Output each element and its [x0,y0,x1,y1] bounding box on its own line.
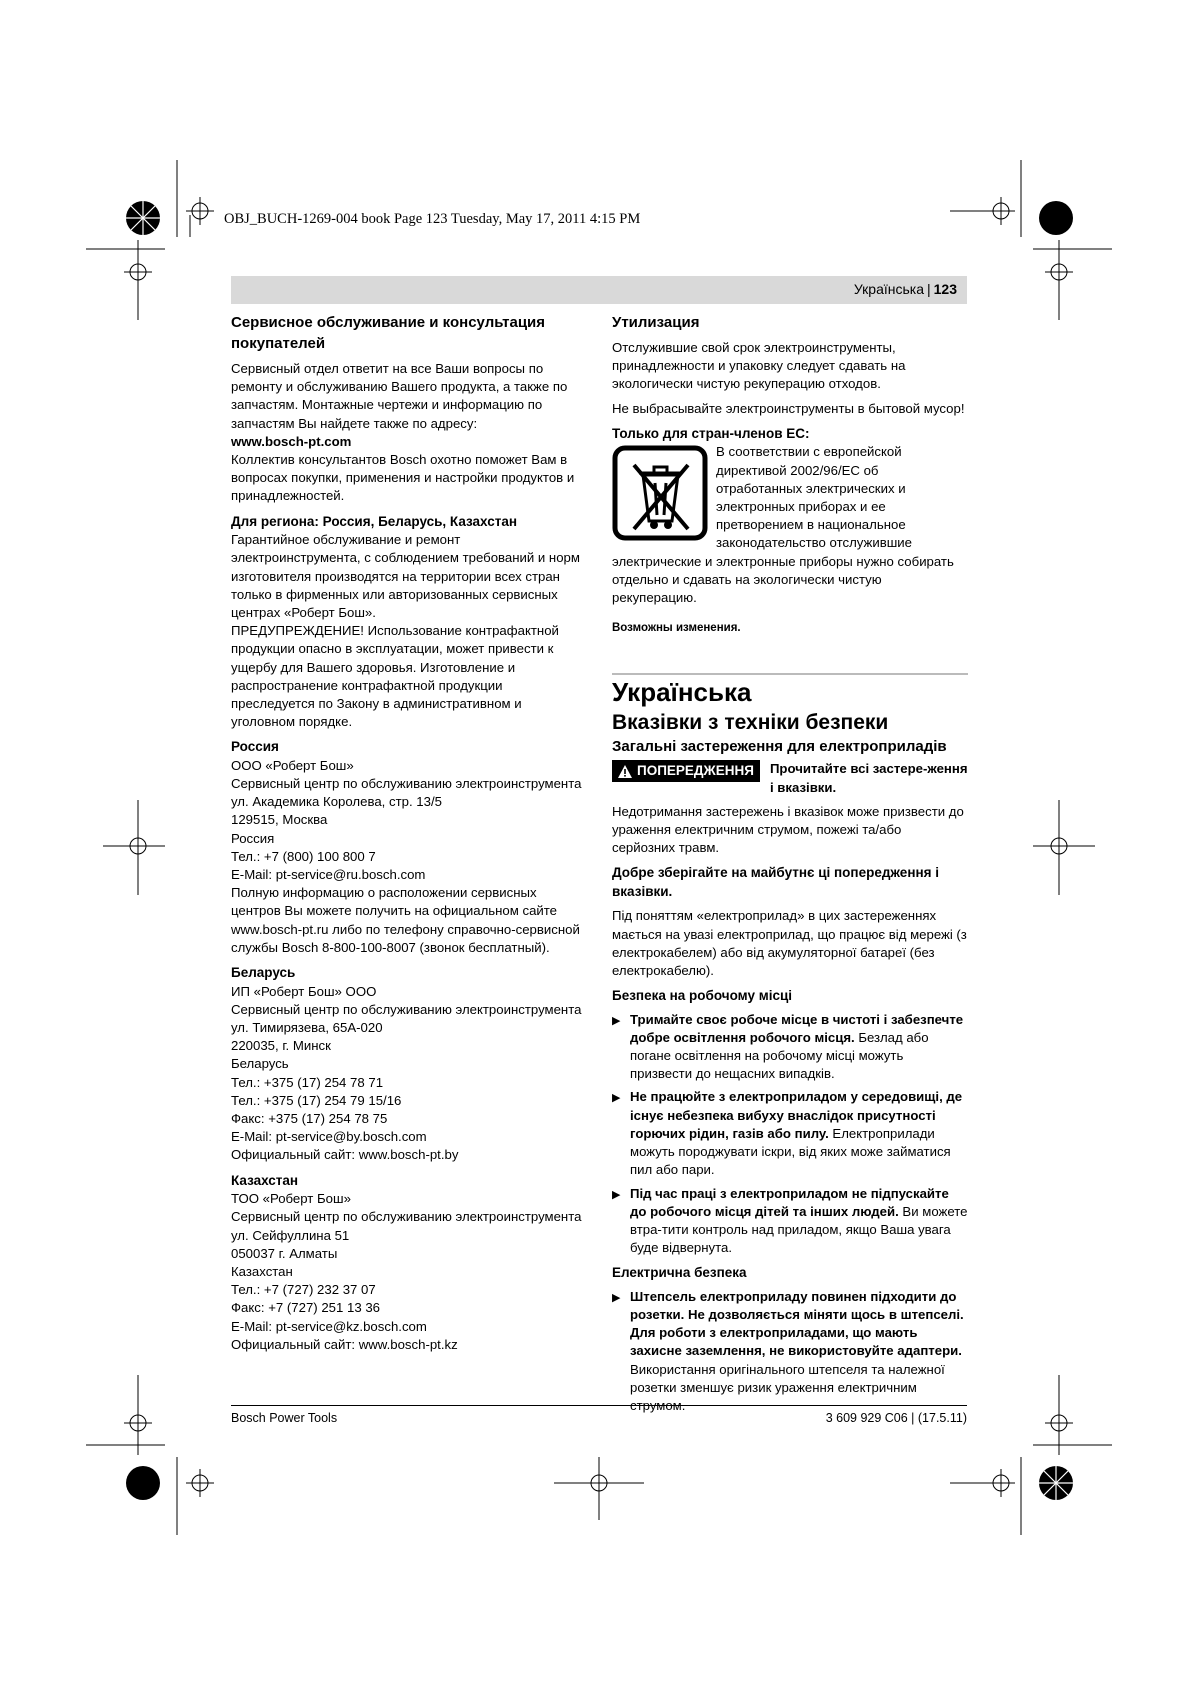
address-line: ТОО «Роберт Бош» [231,1191,351,1207]
address-line: 129515, Москва [231,812,328,828]
phone-line: Тел.: +375 (17) 254 78 71 [231,1074,384,1090]
address-line: Казахстан [231,1263,293,1279]
disposal-paragraph-1: Отслужившие свой срок электроинструменты, принадлежности и упаковку следует сдавать на экологически чистую рекуперацию отходов. [612,340,906,392]
safety-title: Вказівки з техніки безпеки [612,711,889,735]
russia-info-paragraph: Полную информацию о расположении сервисных центров Вы можете получить на официальном сайте www.bosch-pt.ru либо по телефону справочно-сервисной службы Bosch 8-800-100-8007 (звонок бесплатный). [231,885,580,955]
region-title: Для региона: Россия, Беларусь, Казахстан [231,513,517,529]
address-line: ул. Тимирязева, 65А-020 [231,1020,383,1035]
page-number: 123 [933,281,957,297]
belarus-title: Беларусь [231,965,296,981]
electrical-safety-title: Електрична безпека [612,1265,747,1281]
service-url[interactable]: www.bosch-pt.com [231,433,352,449]
address-line: Беларусь [231,1056,289,1072]
service-paragraph-1: Сервисный отдел ответит на все Ваши вопросы по ремонту и обслуживанию Вашего продукта, а также по запчастям. Монтажные чертежи и информацию по запчастям Вы найдете также по адресу: [231,361,568,431]
list-item: ▶ Штепсель електроприладу повинен підходити до розетки. Не дозволяється міняти щось в штепселі. Для роботи з електроприладами, що мають захисне заземлення, не використовуйте адаптери. Використання оригінального штепселя та належної розетки зменшує ризик ураження електричним струмом. [612,1288,968,1415]
bullet-arrow-icon: ▶ [612,1092,621,1105]
bullet-arrow-icon: ▶ [612,1291,621,1304]
address-line: 050037 г. Алматы [231,1245,338,1261]
website-line: Официальный сайт: www.bosch-pt.kz [231,1336,458,1352]
disposal-title: Утилизация [612,314,700,331]
list-item: ▶ Під час праці з електроприладом не підпускайте до робочого місця дітей та інших людей. Ви можете втра-тити контроль над приладом, якщо Ваша увага буде відвернута. [612,1185,968,1258]
workplace-safety-title: Безпека на робочому місці [612,988,793,1004]
neglect-paragraph: Недотримання застережень і вказівок може призвести до ураження електричним струмом, пожежі та/або серйозних травм. [612,803,964,856]
eu-title: Только для стран-членов ЕС: [612,425,810,441]
crossed-bin-icon [612,445,708,541]
bullet-arrow-icon: ▶ [612,1014,621,1027]
warning-text: Прочитайте всі застере-ження і вказівки. [769,761,968,795]
eu-directive-paragraph: В соответствии с европейской директивой 2002/96/ЕС об отработанных электрических и электронных приборах и ее претворением в национальное законодательство отслужившие электрические и электронные приборы нужно собирать отдельно и сдавать на экологически чистую рекуперацию. [612,444,954,605]
print-slug: OBJ_BUCH-1269-004 book Page 123 Tuesday, May 17, 2011 4:15 PM [224,211,641,227]
warning-block [612,760,968,796]
email-line: E-Mail: pt-service@ru.bosch.com [231,867,426,883]
service-paragraph-2: Коллектив консультантов Bosch охотно поможет Вам в вопросах покупки, применения и настройки продуктов и принадлежностей. [231,452,575,504]
general-warnings-title: Загальні застереження для електроприладів [612,738,947,756]
warning-badge [612,760,760,782]
region-paragraph-2: ПРЕДУПРЕЖДЕНИЕ! Использование контрафактной продукции опасно в эксплуатации, может привести к ущербу для Вашего здоровья. Изготовление и распространение контрафактной продукции преследуется по Закону в административном и уголовном порядке. [231,623,559,730]
warning-badge-label: ПОПЕРЕДЖЕННЯ [637,763,754,779]
bullet-arrow-icon: ▶ [612,1188,621,1201]
phone-line: Тел.: +375 (17) 254 79 15/16 [231,1092,402,1108]
address-line: Россия [231,830,275,846]
address-line: Сервисный центр по обслуживанию электроинструмента [231,776,582,792]
list-item: ▶ Тримайте своє робоче місце в чистоті і забезпечте добре освітлення робочого місця. Безлад або погане освітлення на робочому місці можуть призвести до нещасних випадків. [612,1011,968,1084]
address-line: ул. Академика Королева, стр. 13/5 [231,794,442,810]
page-header: Українська | 123 [231,276,967,304]
address-line: ул. Сейфуллина 51 [231,1227,350,1243]
email-line: E-Mail: pt-service@kz.bosch.com [231,1318,427,1334]
left-column [231,312,583,1354]
header-language: Українська [853,281,924,297]
list-item: ▶ Не працюйте з електроприладом у середовищі, де існує небезпека вибуху внаслідок присутності горючих рідин, газів або пилу. Електроприлади можуть породжувати іскри, від яких може займатися пил або пари. [612,1088,968,1179]
address-line: Сервисный центр по обслуживанию электроинструмента [231,1209,582,1225]
phone-line: Тел.: +7 (800) 100 800 7 [231,848,376,864]
address-line: ООО «Роберт Бош» [231,757,354,773]
service-title: Сервисное обслуживание и консультация покупателей [231,314,546,352]
footer-rule [231,1405,967,1406]
region-paragraph-1: Гарантийное обслуживание и ремонт электроинструмента, с соблюдением требований и норм изготовителя производятся на территории всех стран только в фирменных или авторизованных сервисных центрах «Роберт Бош». [231,532,580,620]
warning-triangle-icon [618,765,632,778]
address-line: Сервисный центр по обслуживанию электроинструмента [231,1001,582,1017]
phone-line: Тел.: +7 (727) 232 37 07 [231,1282,376,1298]
fax-line: Факс: +7 (727) 251 13 36 [231,1300,381,1316]
address-line: ИП «Роберт Бош» ООО [231,983,377,999]
fax-line: Факс: +375 (17) 254 78 75 [231,1111,388,1127]
footer-doc-number: 3 609 929 C06 | (17.5.11) [825,1411,967,1425]
term-paragraph: Під поняттям «електроприлад» в цих застереженнях мається на увазі електроприлад, що працює від мережі (з електрокабелем) або від акумуляторної батареї (без електрокабелю). [612,908,967,978]
address-line: 220035, г. Минск [231,1038,331,1054]
kazakhstan-title: Казахстан [231,1172,299,1188]
disposal-paragraph-2: Не выбрасывайте электроинструменты в бытовой мусор! [612,400,965,416]
email-line: E-Mail: pt-service@by.bosch.com [231,1129,427,1145]
footer-brand: Bosch Power Tools [231,1411,338,1425]
keep-instructions-title: Добре зберігайте на майбутнє ці попередження і вказівки. [612,865,939,899]
russia-title: Россия [231,739,279,755]
website-line: Официальный сайт: www.bosch-pt.by [231,1147,459,1163]
changes-note: Возможны изменения. [612,622,741,635]
language-title: Українська [612,677,752,708]
right-column [612,312,968,1415]
